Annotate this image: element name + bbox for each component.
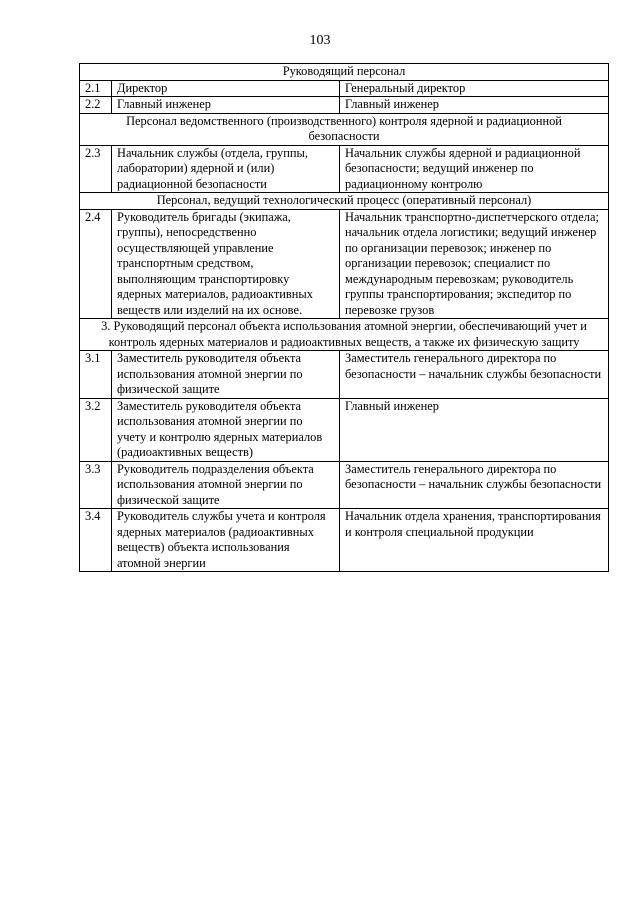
table-row bbox=[80, 509, 609, 572]
table-row bbox=[80, 145, 609, 193]
page-number: 103 bbox=[309, 33, 331, 48]
table-row bbox=[80, 97, 609, 114]
section-header: Руководящий персонал bbox=[80, 64, 609, 81]
row-number: 2.1 bbox=[80, 80, 112, 97]
equivalent-position-cell: Генеральный директор bbox=[340, 80, 609, 97]
table-row bbox=[80, 461, 609, 509]
position-cell: Заместитель руководителя объекта использования атомной энергии по учету и контролю ядерных материалов (радиоактивных веществ) bbox=[112, 398, 340, 461]
section-header-row bbox=[80, 193, 609, 210]
row-number: 2.3 bbox=[80, 145, 112, 193]
section-header-row bbox=[80, 64, 609, 81]
positions-table bbox=[79, 63, 609, 572]
equivalent-position-cell: Начальник службы ядерной и радиационной безопасности; ведущий инженер по радиационному контролю bbox=[340, 145, 609, 193]
position-cell: Главный инженер bbox=[112, 97, 340, 114]
section-header-row bbox=[80, 113, 609, 145]
row-number: 3.3 bbox=[80, 461, 112, 509]
row-number: 2.2 bbox=[80, 97, 112, 114]
section-header-row bbox=[80, 319, 609, 351]
equivalent-position-cell: Заместитель генерального директора по безопасности – начальник службы безопасности bbox=[340, 461, 609, 509]
position-cell: Руководитель службы учета и контроля ядерных материалов (радиоактивных веществ) объекта использования атомной энергии bbox=[112, 509, 340, 572]
table-row bbox=[80, 209, 609, 319]
table-row bbox=[80, 80, 609, 97]
equivalent-position-cell: Начальник транспортно-диспетчерского отдела; начальник отдела логистики; ведущий инженер по организации перевозок; инженер по организации перевозок; специалист по международным перевозкам; руководитель группы транспортирования; экспедитор по перевозке грузов bbox=[340, 209, 609, 319]
table-row bbox=[80, 398, 609, 461]
equivalent-position-cell: Начальник отдела хранения, транспортирования и контроля специальной продукции bbox=[340, 509, 609, 572]
position-cell: Директор bbox=[112, 80, 340, 97]
equivalent-position-cell: Главный инженер bbox=[340, 97, 609, 114]
position-cell: Начальник службы (отдела, группы, лаборатории) ядерной и (или) радиационной безопасности bbox=[112, 145, 340, 193]
section-header: 3. Руководящий персонал объекта использования атомной энергии, обеспечивающий учет и контроль ядерных материалов и радиоактивных веществ, а также их физическую защиту bbox=[80, 319, 609, 351]
row-number: 3.1 bbox=[80, 351, 112, 399]
row-number: 3.4 bbox=[80, 509, 112, 572]
equivalent-position-cell: Заместитель генерального директора по безопасности – начальник службы безопасности bbox=[340, 351, 609, 399]
section-header: Персонал, ведущий технологический процесс (оперативный персонал) bbox=[80, 193, 609, 210]
position-cell: Руководитель бригады (экипажа, группы), непосредственно осуществляющей управление транспортным средством, выполняющим транспортировку ядерных материалов, радиоактивных веществ или изделий на их основе. bbox=[112, 209, 340, 319]
section-header: Персонал ведомственного (производственного) контроля ядерной и радиационной безопасности bbox=[80, 113, 609, 145]
table-row bbox=[80, 351, 609, 399]
position-cell: Заместитель руководителя объекта использования атомной энергии по физической защите bbox=[112, 351, 340, 399]
row-number: 3.2 bbox=[80, 398, 112, 461]
equivalent-position-cell: Главный инженер bbox=[340, 398, 609, 461]
row-number: 2.4 bbox=[80, 209, 112, 319]
position-cell: Руководитель подразделения объекта использования атомной энергии по физической защите bbox=[112, 461, 340, 509]
